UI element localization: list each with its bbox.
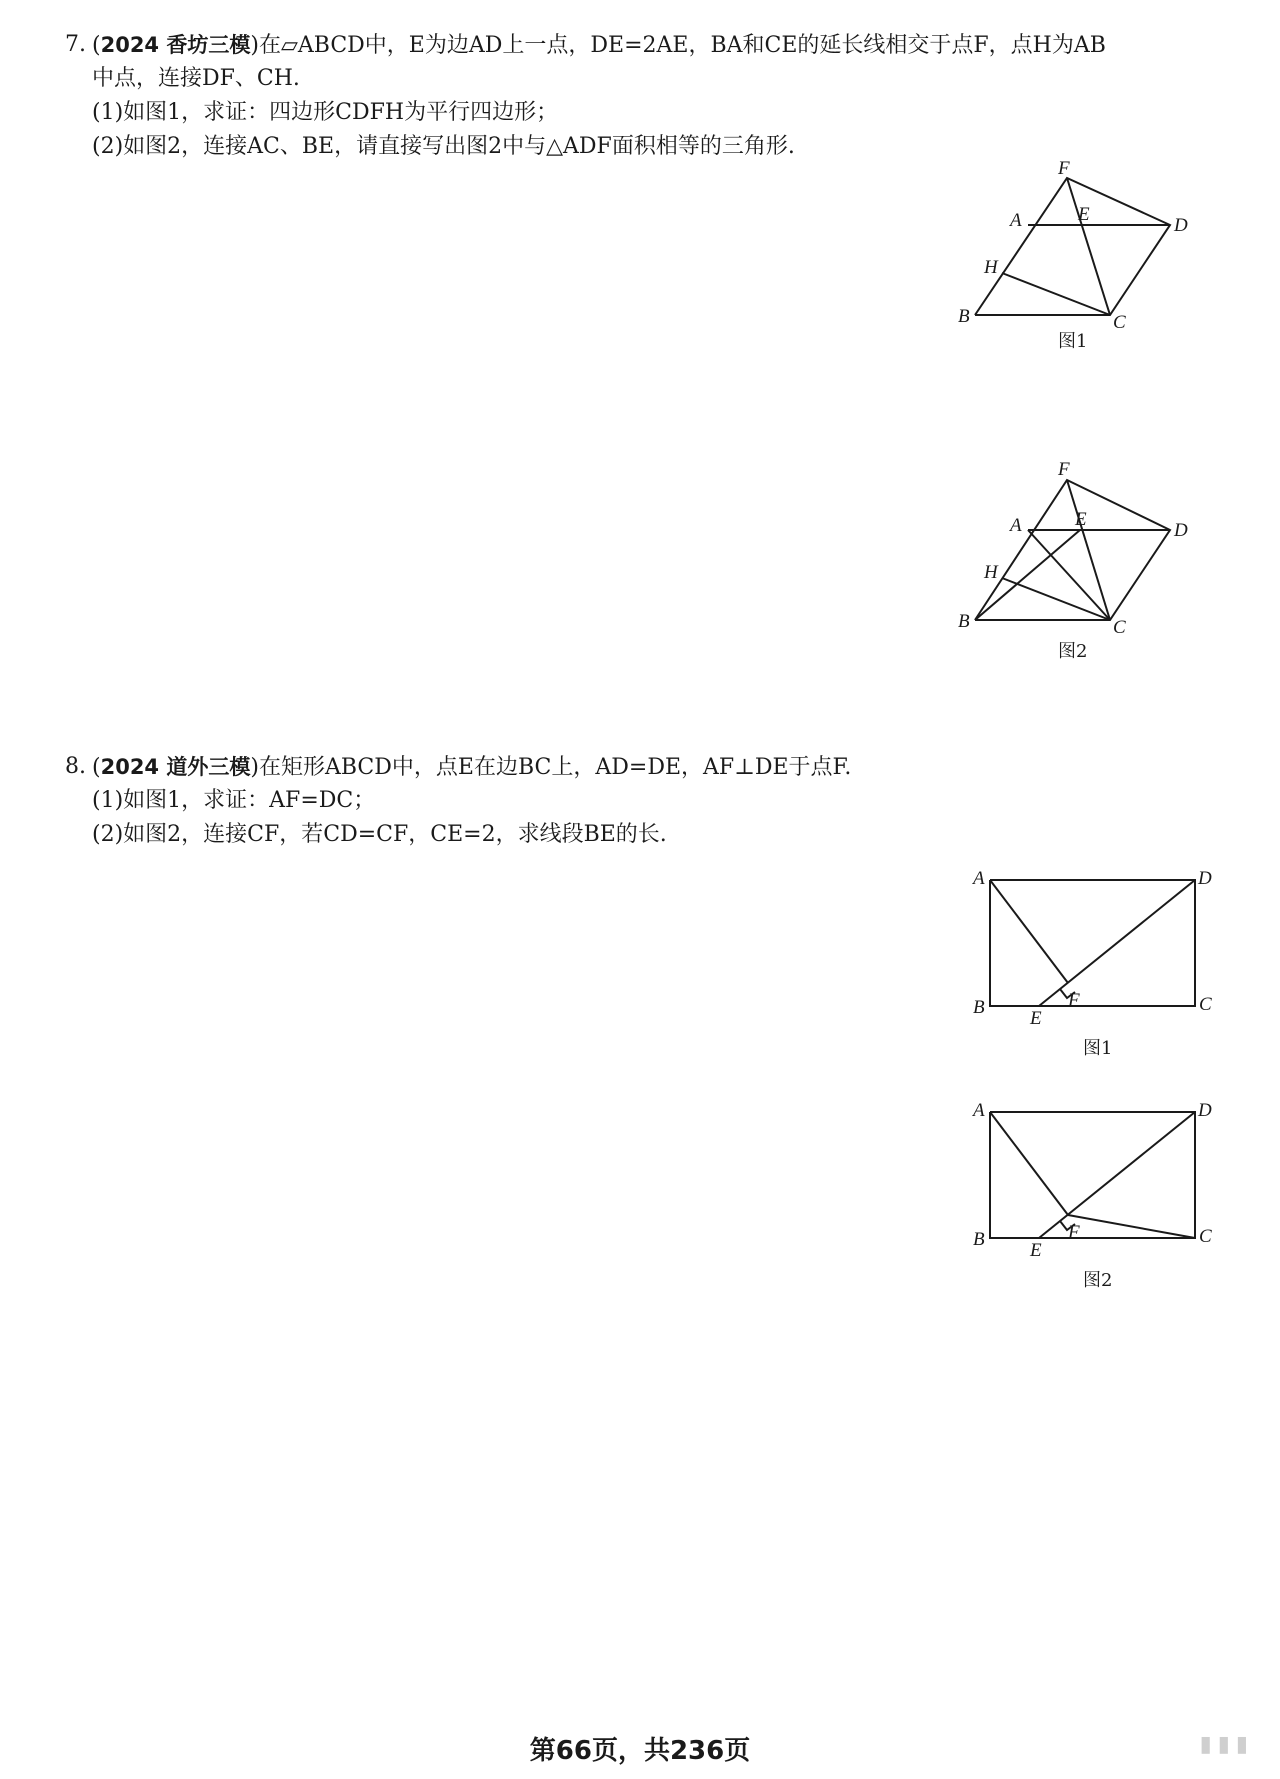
question-part-1: (1)如图1，求证：四边形CDFH为平行四边形； (92, 100, 559, 125)
label-c: C (1199, 994, 1212, 1015)
rectangle (990, 880, 1195, 1006)
label-b: B (958, 306, 970, 327)
label-f: F (1068, 990, 1080, 1011)
segment-de (1039, 880, 1195, 1006)
source-close-paren: ) (250, 33, 259, 58)
label-c: C (1113, 312, 1126, 333)
figure-parallelogram-1 (950, 150, 1190, 360)
figure-rectangle-2 (965, 1090, 1215, 1300)
question-text: 在矩形ABCD中，点E在边BC上，AD=DE，AF⊥DE于点F. (258, 755, 852, 780)
figure-caption: 图1 (1058, 331, 1088, 352)
label-h: H (984, 257, 998, 278)
segment-cf (1068, 1215, 1195, 1238)
label-d: D (1198, 868, 1212, 889)
segment-af (990, 880, 1068, 983)
question-number: 7. (65, 32, 86, 57)
segment-fc (1067, 480, 1110, 620)
figure-rectangle-1 (965, 858, 1215, 1068)
question-stem-line (92, 752, 851, 783)
segment-af (990, 1112, 1068, 1215)
label-d: D (1198, 1100, 1212, 1121)
label-c: C (1199, 1226, 1212, 1247)
page-strip-icon[interactable]: ▮▮▮ (1199, 1732, 1254, 1757)
label-d: D (1174, 215, 1188, 236)
question-part-2: (2)如图2，连接AC、BE，请直接写出图2中与△ADF面积相等的三角形. (92, 134, 795, 159)
segment-hc (1002, 273, 1110, 315)
label-b: B (973, 997, 985, 1018)
segment-hc (1002, 578, 1110, 620)
segment-de (1039, 1112, 1195, 1238)
label-f: F (1068, 1222, 1080, 1243)
figure-caption: 图2 (1083, 1270, 1113, 1291)
label-e: E (1030, 1240, 1042, 1261)
figure-caption: 图1 (1083, 1038, 1113, 1059)
label-b: B (973, 1229, 985, 1250)
label-a: A (1010, 210, 1022, 231)
question-part-1: (1)如图1，求证：AF=DC； (92, 788, 376, 813)
label-a: A (973, 868, 985, 889)
question-source: 2024 香坊三模 (100, 33, 251, 57)
segment-ac (1028, 530, 1110, 620)
label-f: F (1058, 158, 1070, 179)
source-open-paren: ( (92, 755, 101, 780)
question-text: 在▱ABCD中，E为边AD上一点，DE=2AE，BA和CE的延长线相交于点F，点H为AB (258, 33, 1106, 58)
label-e: E (1075, 509, 1087, 530)
question-source: 2024 道外三模 (100, 755, 251, 779)
question-stem-line (92, 30, 1106, 61)
label-e: E (1078, 204, 1090, 225)
label-a: A (1010, 515, 1022, 536)
label-e: E (1030, 1008, 1042, 1029)
label-h: H (984, 562, 998, 583)
question-number: 8. (65, 754, 86, 779)
segment-fc (1067, 178, 1110, 315)
figure-caption: 图2 (1058, 641, 1088, 662)
label-c: C (1113, 617, 1126, 638)
question-part-2: (2)如图2，连接CF，若CD=CF，CE=2，求线段BE的长. (92, 822, 667, 847)
source-close-paren: ) (250, 755, 259, 780)
label-b: B (958, 611, 970, 632)
label-f: F (1058, 459, 1070, 480)
page-indicator: 第66页，共236页 (529, 1736, 751, 1766)
label-a: A (973, 1100, 985, 1121)
question-text-continued: 中点，连接DF、CH. (92, 66, 300, 91)
figure-parallelogram-2 (950, 455, 1190, 670)
source-open-paren: ( (92, 33, 101, 58)
label-d: D (1174, 520, 1188, 541)
